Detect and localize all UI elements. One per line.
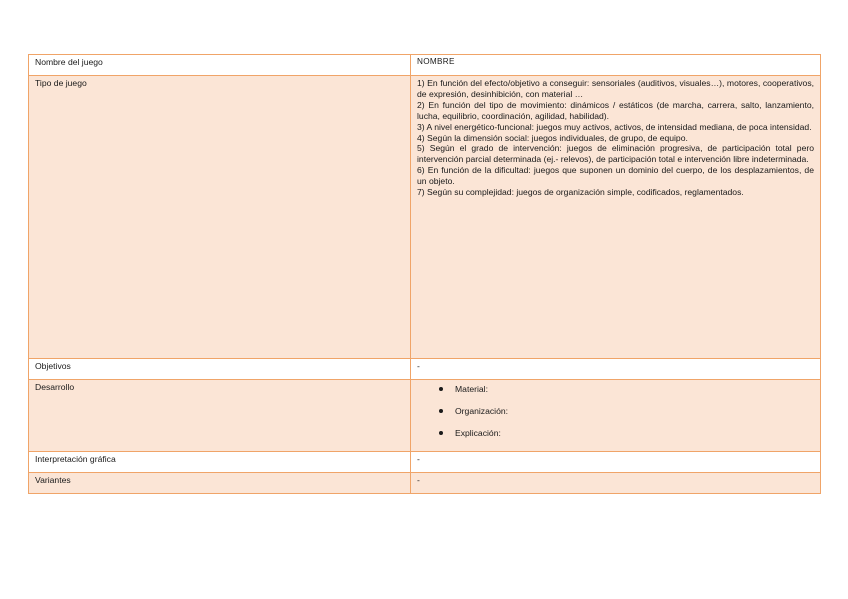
row-desarrollo [29,380,821,452]
label-desarrollo: Desarrollo [29,380,411,452]
value-interpretacion: - [411,451,821,472]
tipo-item-3: 3) A nivel energético-funcional: juegos muy activos, activos, de intensidad mediana, de poca intensidad. [417,121,812,132]
label-tipo: Tipo de juego [29,76,411,359]
tipo-item-6: 6) En función de la dificultad: juegos que suponen un dominio del cuerpo, de los desplazamientos, de un objeto. [417,165,814,187]
value-variantes: - [411,472,821,493]
bullet-icon [439,387,443,391]
tipo-item-7: 7) Según su complejidad: juegos de organización simple, codificados, reglamentados. [417,187,744,198]
bullet-icon [439,431,443,435]
label-interpretacion: Interpretación gráfica [29,451,411,472]
label-variantes: Variantes [29,472,411,493]
row-objetivos [29,359,821,380]
value-desarrollo [411,380,821,452]
bullet-icon [439,409,443,413]
desarrollo-explicacion: Explicación: [455,427,501,438]
desarrollo-list [417,382,814,439]
label-objetivos: Objetivos [29,359,411,380]
list-item [439,406,814,417]
desarrollo-material: Material: [455,384,488,394]
row-nombre [29,55,821,76]
value-objetivos: - [411,359,821,380]
row-interpretacion [29,451,821,472]
game-sheet-table [28,54,821,494]
label-nombre: Nombre del juego [29,55,411,76]
row-variantes [29,472,821,493]
tipo-item-4: 4) Según la dimensión social: juegos individuales, de grupo, de equipo. [417,132,688,143]
row-tipo [29,76,821,359]
value-nombre: NOMBRE [411,55,821,76]
desarrollo-organizacion: Organización: [455,405,509,416]
tipo-item-2: 2) En función del tipo de movimiento: dinámicos / estáticos (de marcha, carrera, salto, lanzamiento, lucha, equilibrio, coordinación, agilidad, habilidad). [417,99,814,121]
list-item [439,428,814,439]
list-item [439,384,814,395]
value-tipo [411,76,821,359]
tipo-item-5: 5) Según el grado de intervención: juegos de eliminación progresiva, de participación total pero intervención parcial determinada (ej.- relevos), de participación total e intervención libre indeterminada. [417,143,814,165]
tipo-item-1: 1) En función del efecto/objetivo a conseguir: sensoriales (auditivos, visuales…), motores, cooperativos, de expresión, desinhibición, con material … [417,78,814,99]
